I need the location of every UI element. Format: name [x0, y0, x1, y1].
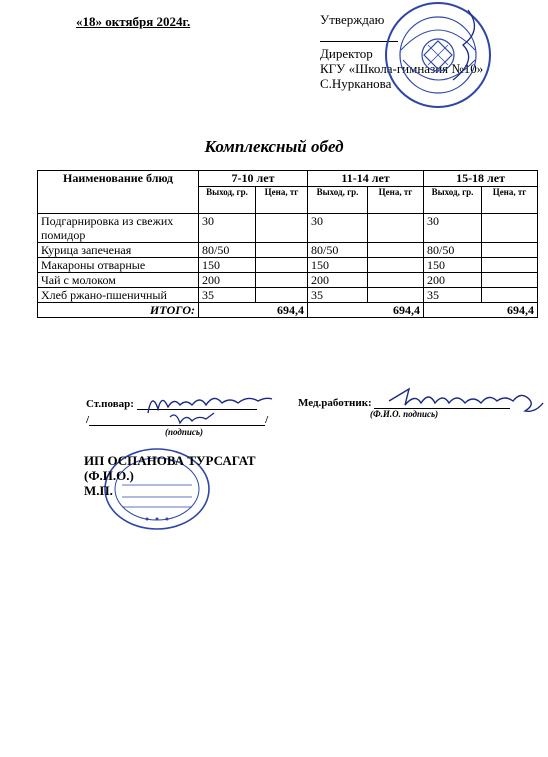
price-cell — [482, 243, 538, 258]
school-name: КГУ «Школа-гимназия №10» — [320, 61, 484, 76]
price-cell — [482, 258, 538, 273]
cook-podpis-caption: (подпись) — [165, 427, 203, 437]
dish-name: Курица запеченая — [38, 243, 199, 258]
yield-cell: 150 — [308, 258, 368, 273]
price-header: Цена, тг — [256, 187, 308, 214]
price-cell — [368, 258, 424, 273]
dish-name: Макароны отварные — [38, 258, 199, 273]
slash-end: / — [265, 414, 269, 426]
yield-header: Выход, гр. — [308, 187, 368, 214]
school-stamp — [383, 0, 503, 120]
yield-cell: 200 — [424, 273, 482, 288]
price-cell — [368, 243, 424, 258]
age-group-header: 7-10 лет — [199, 171, 308, 187]
menu-table — [37, 170, 538, 318]
total-label: ИТОГО: — [38, 303, 199, 318]
price-cell — [256, 288, 308, 303]
table-row — [38, 214, 538, 243]
page-title: Комплексный обед — [204, 137, 344, 156]
med-podpis-caption: (Ф.И.О. подпись) — [370, 409, 439, 419]
age-group-header: 15-18 лет — [424, 171, 538, 187]
cook-handwritten-signature — [140, 383, 275, 433]
price-cell — [482, 288, 538, 303]
ip-mp-label: М.П. — [84, 483, 113, 498]
age-group-header: 11-14 лет — [308, 171, 424, 187]
table-row — [38, 243, 538, 258]
ip-block — [84, 453, 256, 498]
total-value: 694,4 — [424, 303, 538, 318]
yield-cell: 30 — [308, 214, 368, 243]
approve-label: Утверждаю — [320, 12, 385, 27]
cook-label: Ст.повар: — [86, 398, 134, 410]
table-row — [38, 273, 538, 288]
ip-fio-caption: (Ф.И.О.) — [84, 468, 134, 483]
price-cell — [256, 243, 308, 258]
yield-cell: 35 — [308, 288, 368, 303]
yield-cell: 200 — [199, 273, 256, 288]
med-label: Мед.работник: — [298, 397, 372, 409]
director-position: Директор — [320, 46, 373, 61]
dish-name: Подгарнировка из свежих помидор — [38, 214, 199, 243]
yield-cell: 35 — [199, 288, 256, 303]
table-row — [38, 258, 538, 273]
yield-cell: 200 — [308, 273, 368, 288]
price-header: Цена, тг — [482, 187, 538, 214]
yield-cell: 80/50 — [424, 243, 482, 258]
total-value: 694,4 — [199, 303, 308, 318]
director-name: С.Нурканова — [320, 76, 392, 91]
yield-cell: 30 — [424, 214, 482, 243]
price-cell — [368, 273, 424, 288]
yield-header: Выход, гр. — [424, 187, 482, 214]
price-cell — [482, 273, 538, 288]
yield-cell: 30 — [199, 214, 256, 243]
yield-cell: 80/50 — [199, 243, 256, 258]
yield-cell: 35 — [424, 288, 482, 303]
price-cell — [256, 258, 308, 273]
price-cell — [482, 214, 538, 243]
yield-header: Выход, гр. — [199, 187, 256, 214]
slash-start: / — [86, 414, 90, 426]
ip-name: ИП ОСПАНОВА ТУРСАГАТ — [84, 453, 256, 468]
med-handwritten-signature — [385, 383, 545, 419]
table-row — [38, 288, 538, 303]
yield-cell: 80/50 — [308, 243, 368, 258]
dish-header: Наименование блюд — [38, 171, 199, 214]
dish-name: Чай с молоком — [38, 273, 199, 288]
price-cell — [256, 273, 308, 288]
total-value: 694,4 — [308, 303, 424, 318]
yield-cell: 150 — [199, 258, 256, 273]
total-row — [38, 303, 538, 318]
price-header: Цена, тг — [368, 187, 424, 214]
yield-cell: 150 — [424, 258, 482, 273]
dish-name: Хлеб ржано-пшеничный — [38, 288, 199, 303]
price-cell — [256, 214, 308, 243]
price-cell — [368, 288, 424, 303]
document-date: «18» октября 2024г. — [76, 14, 191, 29]
price-cell — [368, 214, 424, 243]
